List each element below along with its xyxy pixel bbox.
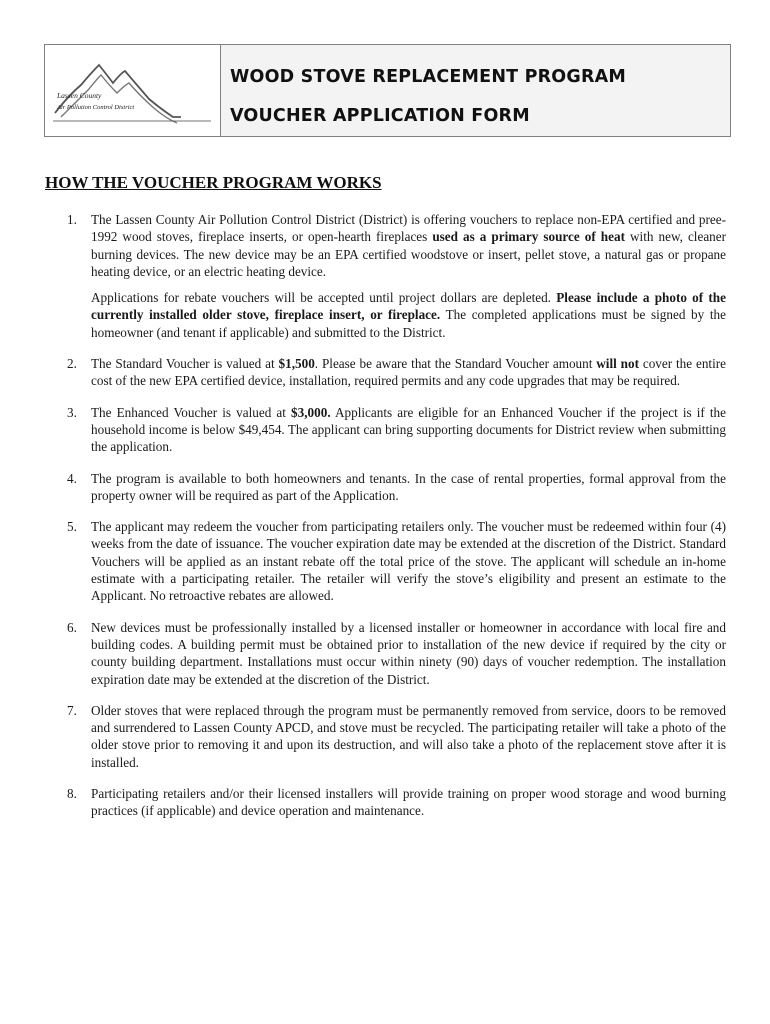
item-number: 3. (67, 404, 77, 420)
item-paragraph: Applications for rebate vouchers will be accepted until project dollars are depleted. Please include a photo of the currently installed older stove, fireplace insert, or fireplace. The completed applications must be signed by the homeowner (and tenant if applicable) and submitted to the District. (91, 290, 726, 340)
list-item (45, 702, 726, 771)
form-header (44, 44, 731, 137)
section-heading: HOW THE VOUCHER PROGRAM WORKS (45, 173, 382, 192)
list-item (45, 470, 726, 505)
logo-text-line1: Lassen County (57, 91, 102, 100)
item-paragraph: The Lassen County Air Pollution Control District (District) is offering vouchers to replace non-EPA certified and pree-1992 wood stoves, fireplace inserts, or open-hearth fireplaces used as a primary source of heat with new, cleaner burning devices. The new device may be an EPA certified woodstove or insert, pellet stove, a natural gas or propane heating device, or an electric heating device. (91, 212, 727, 279)
item-number: 5. (67, 519, 77, 535)
list-item (45, 211, 726, 341)
list-item (45, 619, 726, 688)
item-paragraph: Older stoves that were replaced through the program must be permanently removed from service, doors to be removed and surrendered to Lassen County APCD, and stove must be recycled. The participating retailer will take a photo of the older stove prior to removing it and upon its destruction, and will also take a photo of the replacement stove after it is installed. (91, 702, 726, 770)
item-paragraph: The Enhanced Voucher is valued at $3,000. Applicants are eligible for an Enhanced Voucher if the project is if the household income is below $49,454. The applicant can bring supporting documents for District review when submitting the application. (91, 404, 727, 455)
district-logo (45, 45, 221, 136)
item-number: 8. (67, 786, 77, 802)
item-paragraph: The program is available to both homeowners and tenants. In the case of rental properties, formal approval from the property owner will be required as part of the Application. (91, 470, 726, 503)
list-item (45, 518, 726, 604)
item-paragraph: The Standard Voucher is valued at $1,500. Please be aware that the Standard Voucher amount will not cover the entire cost of the new EPA certified device, installation, required permits and any code upgrades that may be required. (91, 356, 726, 389)
instructions-list (45, 211, 726, 834)
item-number: 1. (67, 212, 77, 227)
list-item (45, 355, 726, 390)
item-number: 6. (67, 619, 77, 635)
logo-text-line2: Air Pollution Control District (57, 104, 135, 111)
form-title-line1: WOOD STOVE REPLACEMENT PROGRAM (230, 67, 626, 87)
item-paragraph: New devices must be professionally installed by a licensed installer or homeowner in accordance with local fire and building codes. A building permit must be obtained prior to installation of the new device if required by the city or county building department. Installations must occur within ninety (90) days of voucher redemption. The installation expiration date may be extended at the discretion of the District. (91, 619, 726, 687)
mountain-logo-icon (51, 51, 215, 131)
item-paragraph: Participating retailers and/or their licensed installers will provide training on proper wood storage and wood burning practices (if applicable) and device operation and maintenance. (91, 786, 726, 819)
item-number: 4. (67, 470, 77, 486)
item-number: 2. (67, 356, 77, 372)
form-title-line2: VOUCHER APPLICATION FORM (230, 106, 530, 126)
item-paragraph: The applicant may redeem the voucher from participating retailers only. The voucher must be redeemed within four (4) weeks from the date of issuance. The voucher expiration date may be extended at the discretion of the District. Standard Vouchers will be applied as an instant rebate off the total price of the stove. The applicant will schedule an in-home estimate with a participating retailer. The retailer will verify the stove’s eligibility and present an estimate to the Applicant. No retroactive rebates are allowed. (91, 519, 726, 604)
list-item (45, 785, 726, 820)
title-cell (221, 45, 730, 136)
list-item (45, 404, 726, 456)
item-number: 7. (67, 702, 77, 718)
